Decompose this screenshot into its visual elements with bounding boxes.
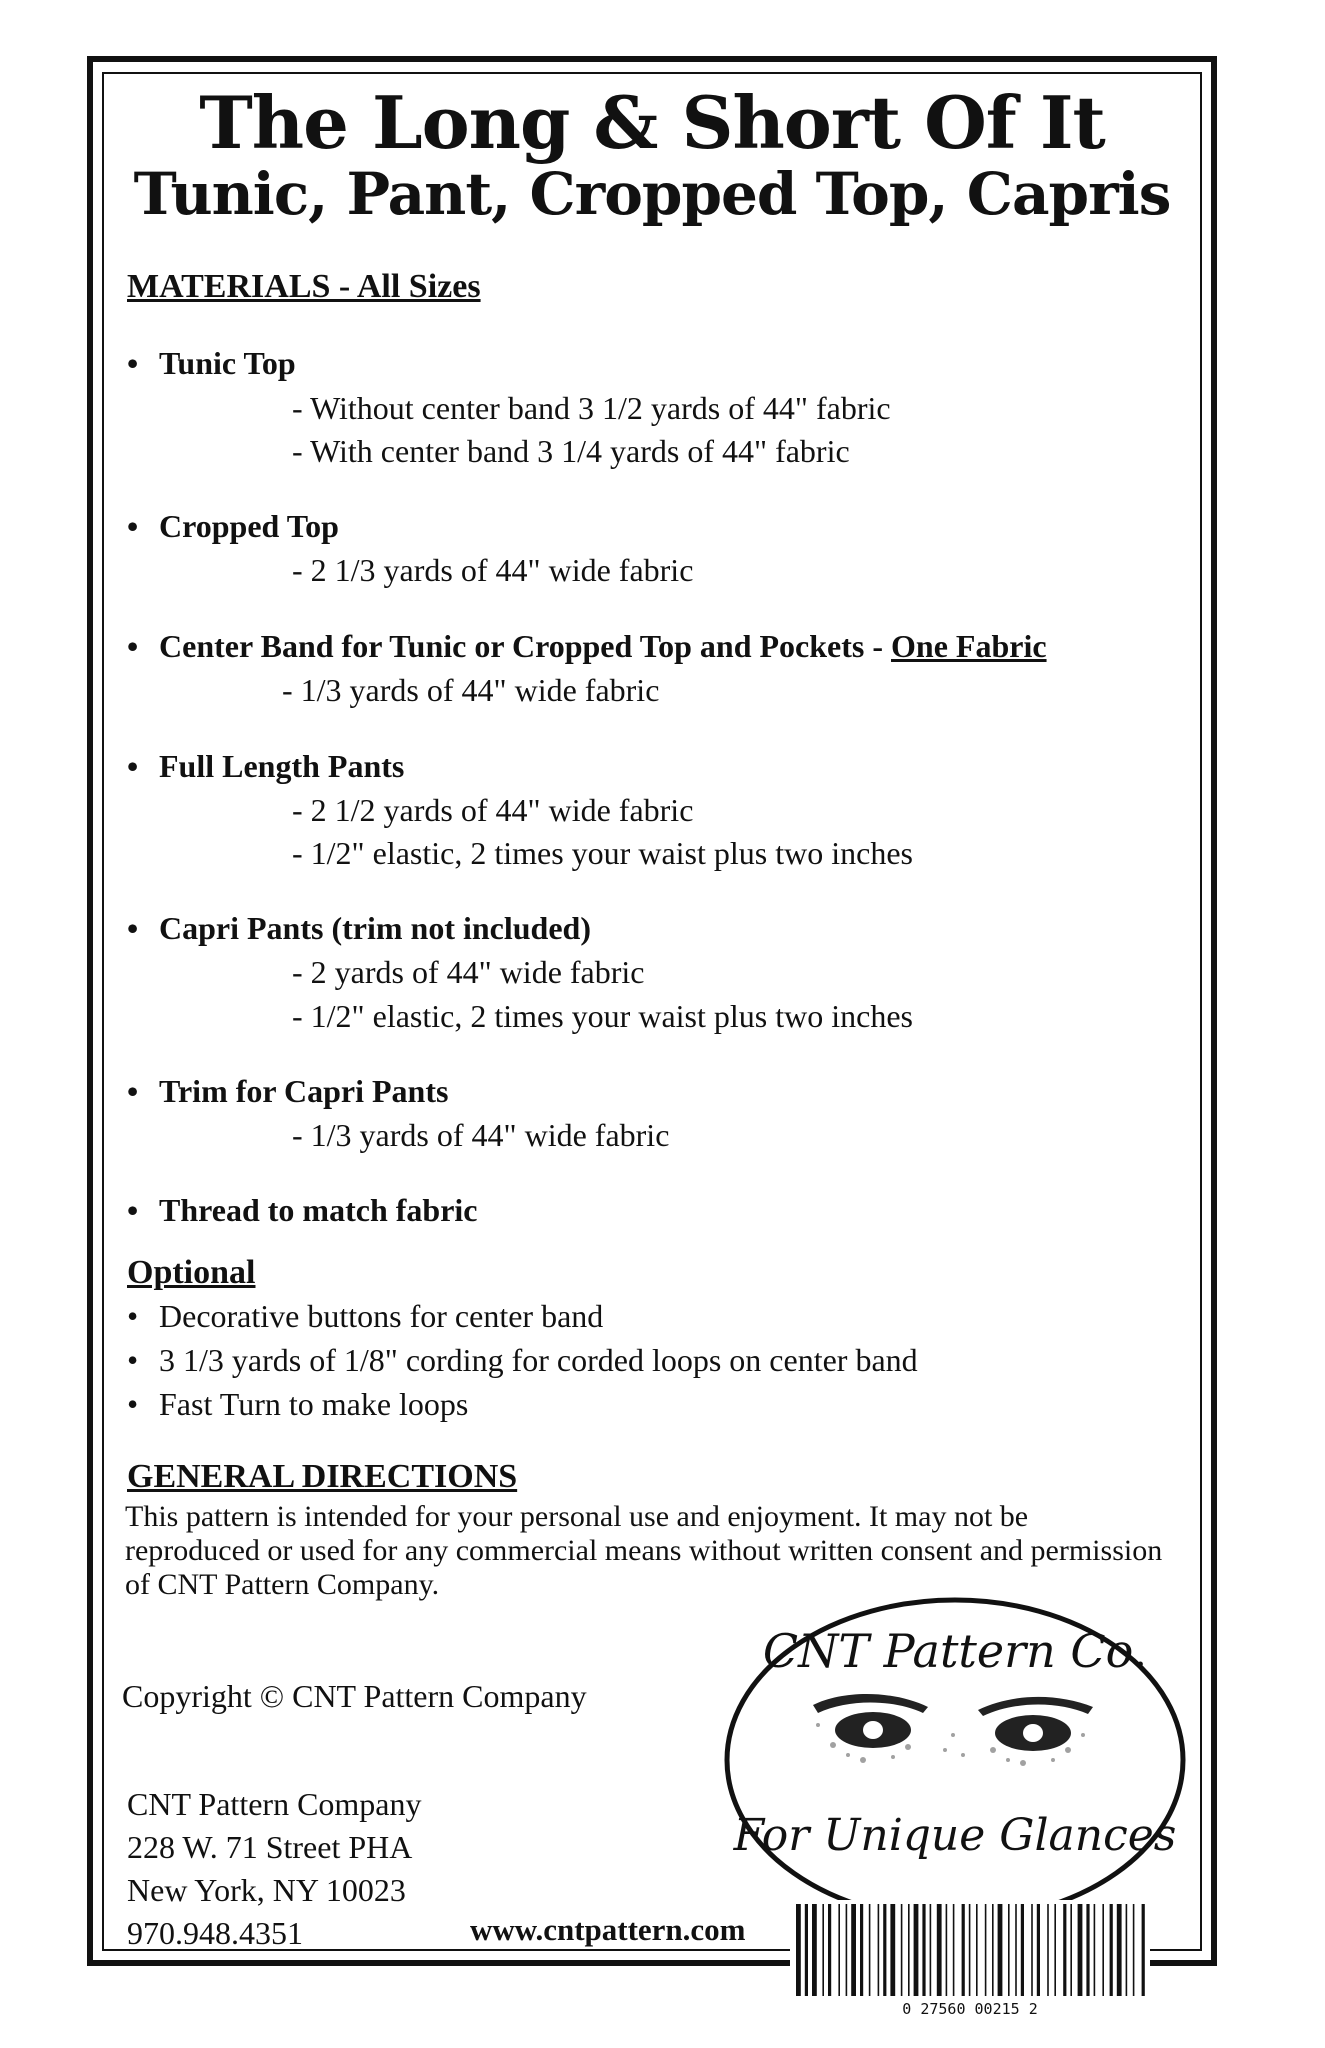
optional-item [127, 1386, 468, 1423]
bullet: • [127, 345, 139, 381]
material-item-cropped-top [127, 508, 339, 545]
material-label-underlined: One Fabric [891, 628, 1047, 664]
address-line: New York, NY 10023 [127, 1872, 406, 1908]
material-item-tunic-top [127, 345, 296, 382]
bullet: • [127, 1073, 139, 1109]
logo-top-text: CNT Pattern Co. [762, 1624, 1148, 1678]
material-detail: - Without center band 3 1/2 yards of 44" fabric [292, 390, 891, 426]
optional-heading: Optional [127, 1254, 256, 1291]
optional-item [127, 1342, 918, 1379]
copyright-text: Copyright © CNT Pattern Company [122, 1678, 587, 1714]
bullet: • [127, 1298, 139, 1334]
general-directions-heading: GENERAL DIRECTIONS [127, 1458, 518, 1495]
bullet: • [127, 1342, 139, 1378]
material-label: Thread to match fabric [159, 1192, 478, 1228]
bullet: • [127, 1192, 139, 1228]
material-label: Capri Pants (trim not included) [159, 910, 591, 946]
material-detail: - With center band 3 1/4 yards of 44" fabric [292, 433, 850, 469]
materials-heading: MATERIALS - All Sizes [127, 268, 481, 305]
material-label: Trim for Capri Pants [159, 1073, 449, 1109]
material-item-capri-pants [127, 910, 591, 947]
page-subtitle: Tunic, Pant, Cropped Top, Capris [133, 160, 1171, 228]
logo-bottom-text: For Unique Glances [733, 1810, 1177, 1861]
material-item-center-band [127, 628, 1047, 665]
barcode-number: 0 27560 00215 2 [902, 2000, 1038, 2018]
bullet: • [127, 910, 139, 946]
material-item-full-length-pants [127, 748, 404, 785]
cnt-logo [723, 1595, 1188, 1925]
barcode [790, 1900, 1150, 2020]
material-item-thread [127, 1192, 477, 1229]
website-link[interactable]: www.cntpattern.com [470, 1912, 746, 1947]
bullet: • [127, 748, 139, 784]
material-detail: - 2 1/2 yards of 44" wide fabric [292, 792, 694, 828]
optional-item-text: Fast Turn to make loops [159, 1386, 469, 1422]
address-line: 228 W. 71 Street PHA [127, 1829, 413, 1865]
optional-item-text: Decorative buttons for center band [159, 1298, 604, 1334]
material-item-trim-capri [127, 1073, 448, 1110]
material-detail: - 1/3 yards of 44" wide fabric [292, 1117, 670, 1153]
material-label: Tunic Top [159, 345, 296, 381]
bullet: • [127, 628, 139, 664]
phone-number: 970.948.4351 [127, 1915, 303, 1951]
bullet: • [127, 1386, 139, 1422]
material-label: Cropped Top [159, 508, 339, 544]
material-detail: - 2 yards of 44" wide fabric [292, 954, 645, 990]
bullet: • [127, 508, 139, 544]
address-line: CNT Pattern Company [127, 1786, 422, 1822]
optional-item-text: 3 1/3 yards of 1/8" cording for corded loops on center band [159, 1342, 918, 1378]
material-detail: - 1/2" elastic, 2 times your waist plus two inches [292, 998, 913, 1034]
optional-item [127, 1298, 603, 1335]
material-detail: - 1/3 yards of 44" wide fabric [282, 672, 660, 708]
general-directions-text: This pattern is intended for your personal use and enjoyment. It may not be reproduced or used for any commercial means without written consent and permission of CNT Pattern Company. [125, 1500, 1163, 1601]
material-label: Full Length Pants [159, 748, 405, 784]
material-detail: - 1/2" elastic, 2 times your waist plus two inches [292, 835, 913, 871]
material-label: Center Band for Tunic or Cropped Top and Pockets - [159, 628, 892, 664]
material-detail: - 2 1/3 yards of 44" wide fabric [292, 552, 694, 588]
page-title: The Long & Short Of It [199, 80, 1105, 165]
